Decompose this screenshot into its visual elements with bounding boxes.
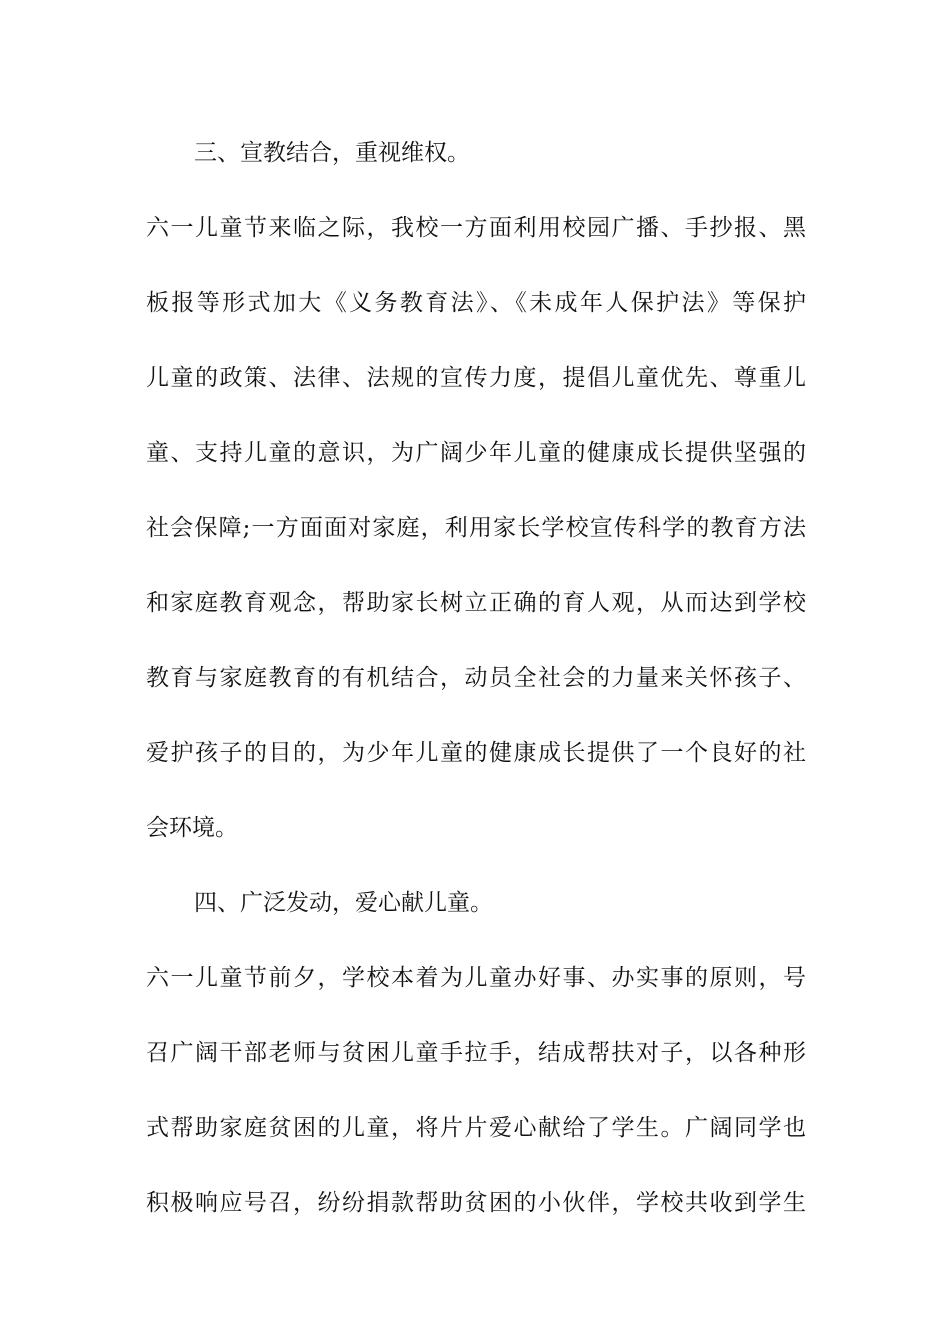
paragraph-line: 召广阔干部老师与贫困儿童手拉手，结成帮扶对子，以各种形: [146, 1040, 806, 1066]
paragraph-line: 爱护孩子的目的，为少年儿童的健康成长提供了一个良好的社: [146, 740, 806, 766]
paragraph-line: 社会保障;一方面面对家庭，利用家长学校宣传科学的教育方法: [146, 515, 806, 541]
paragraph-line: 积极响应号召，纷纷捐款帮助贫困的小伙伴，学校共收到学生: [146, 1190, 806, 1216]
paragraph-line: 和家庭教育观念，帮助家长树立正确的育人观，从而达到学校: [146, 590, 806, 616]
paragraph-line: 六一儿童节前夕，学校本着为儿童办好事、办实事的原则，号: [146, 965, 806, 991]
paragraph-line: 式帮助家庭贫困的儿童，将片片爱心献给了学生。广阔同学也: [146, 1115, 806, 1141]
paragraph-line: 教育与家庭教育的有机结合，动员全社会的力量来关怀孩子、: [146, 665, 806, 691]
document-body: [146, 128, 806, 1253]
section-heading-4: 四、广泛发动，爱心献儿童。: [194, 890, 493, 916]
paragraph-line: 板报等形式加大《义务教育法》、《未成年人保护法》等保护: [146, 290, 806, 316]
section-heading-3: 三、宣教结合，重视维权。: [194, 140, 470, 166]
paragraph-line: 童、支持儿童的意识，为广阔少年儿童的健康成长提供坚强的: [146, 440, 806, 466]
paragraph-line: 六一儿童节来临之际，我校一方面利用校园广播、手抄报、黑: [146, 215, 806, 241]
paragraph-line-end: 会环境。: [146, 815, 238, 841]
paragraph-line: 儿童的政策、法律、法规的宣传力度，提倡儿童优先、尊重儿: [146, 365, 806, 391]
